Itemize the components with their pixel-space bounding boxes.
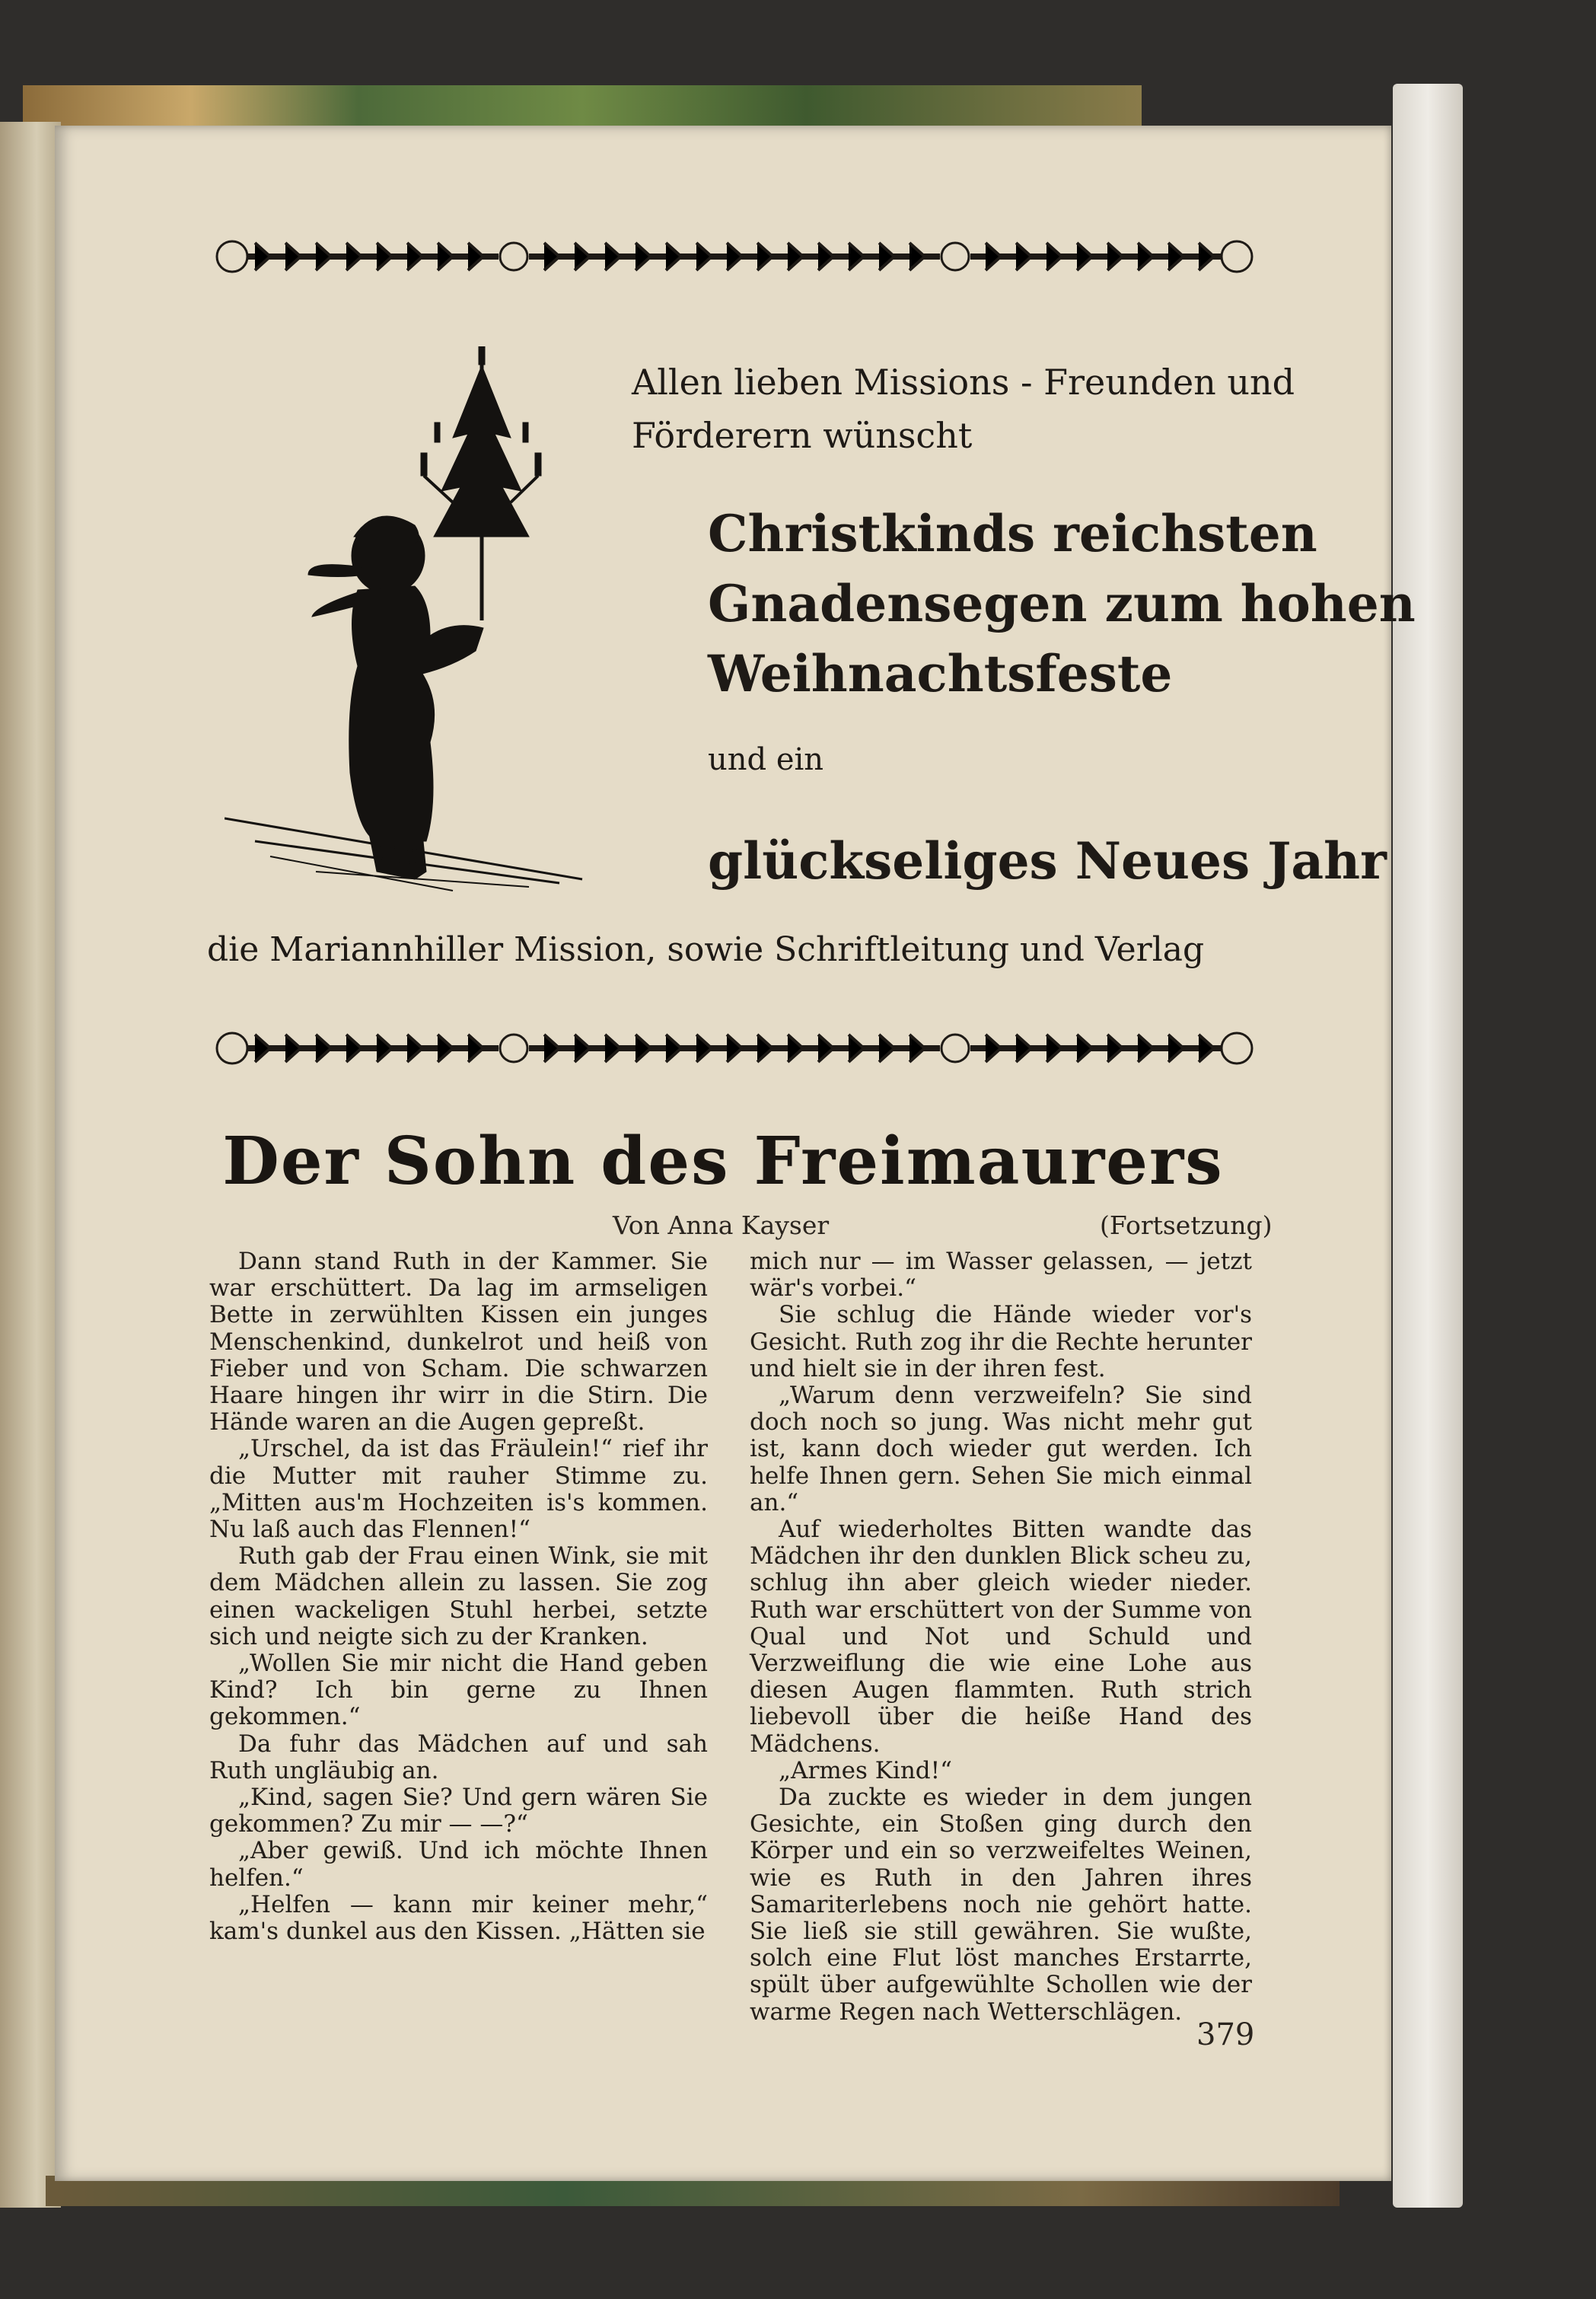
book-cover-edge: [23, 85, 1142, 131]
article-paragraph: mich nur — im Wasser gelassen, — jetzt wär's vorbei.“: [750, 1248, 1252, 1303]
article-paragraph: „Warum denn verzweifeln? Sie sind doch noch so jung. Was nicht mehr gut ist, kann doch wieder gut werden. Ich helfe Ihnen gern. Sehen Sie mich einmal an.“: [750, 1382, 1252, 1516]
article-paragraph: „Urschel, da ist das Fräulein!“ rief ihr die Mutter mit rauher Stimme zu. „Mitten aus'm Hochzeiten is's kommen. Nu laß auch das Flennen!“: [209, 1435, 708, 1544]
greeting-line-1: Allen lieben Missions - Freunden und: [632, 362, 1295, 403]
article-paragraph: Da zuckte es wieder in dem jungen Gesichte, ein Stoßen ging durch den Körper und ein so verzweifeltes Weinen, wie es Ruth in den Jahren ihres Samariterlebens noch nie gehört hatte. Sie ließ sie still gewähren. Sie wußte, solch eine Flut löst manches Erstarrte, spült über aufgewühlte Schollen wie der warme Regen nach Wetterschlägen.: [750, 1784, 1252, 2026]
greeting-headline-2: Gnadensegen zum hohen: [708, 574, 1416, 633]
article-author: Von Anna Kayser: [613, 1210, 830, 1240]
book-board-edge: [1393, 84, 1463, 2208]
article-column-left: [209, 1248, 708, 1945]
article-paragraph: „Aber gewiß. Und ich möchte Ihnen helfen.“: [209, 1837, 708, 1892]
facing-page-edge: [0, 122, 61, 2208]
article-paragraph: Ruth gab der Frau einen Wink, sie mit dem Mädchen allein zu lassen. Sie zog einen wackeligen Stuhl herbei, setzte sich und neigte sich zu der Kranken.: [209, 1542, 708, 1650]
article-column-right: [750, 1248, 1252, 2026]
fir-garland-ornament-top: [209, 232, 1260, 281]
fir-garland-ornament-bottom: [209, 1024, 1260, 1073]
child-with-christmas-tree-silhouette: [225, 346, 594, 902]
greeting-headline-3: Weihnachtsfeste: [708, 644, 1173, 703]
greeting-new-year: glückseliges Neues Jahr: [708, 831, 1387, 891]
greeting-connector: und ein: [708, 742, 824, 777]
page-number: 379: [1196, 2017, 1255, 2052]
greeting-line-2: Förderern wünscht: [632, 415, 973, 456]
article-title: Der Sohn des Freimaurers: [222, 1123, 1224, 1200]
article-paragraph: Sie schlug die Hände wieder vor's Gesicht. Ruth zog ihr die Rechte herunter und hielt sie in der ihren fest.: [750, 1301, 1252, 1382]
article-paragraph: Dann stand Ruth in der Kammer. Sie war erschüttert. Da lag im armseligen Bette in zerwühlten Kissen ein junges Menschenkind, dunkelrot und heiß von Fieber und von Scham. Die schwarzen Haare hingen ihr wirr in die Stirn. Die Hände waren an die Augen gepreßt.: [209, 1248, 708, 1436]
article-paragraph: „Kind, sagen Sie? Und gern wären Sie gekommen? Zu mir — —?“: [209, 1784, 708, 1838]
article-paragraph: Auf wiederholtes Bitten wandte das Mädchen ihr den dunklen Blick scheu zu, schlug ihn aber gleich wieder nieder. Ruth war erschüttert von der Summe von Qual und Not und Schuld und Verzweiflung die wie eine Lohe aus diesen Augen flammten. Ruth strich liebevoll über die heiße Hand des Mädchens.: [750, 1516, 1252, 1758]
article-paragraph: Da fuhr das Mädchen auf und sah Ruth ungläubig an.: [209, 1730, 708, 1784]
article-paragraph: „Armes Kind!“: [779, 1756, 952, 1784]
article-paragraph: „Helfen — kann mir keiner mehr,“ kam's dunkel aus den Kissen. „Hätten sie: [209, 1890, 708, 1946]
greeting-sender: die Mariannhiller Mission, sowie Schriftleitung und Verlag: [207, 930, 1205, 969]
article-paragraph: „Wollen Sie mir nicht die Hand geben Kind? Ich bin gerne zu Ihnen gekommen.“: [209, 1650, 708, 1731]
greeting-headline-1: Christkinds reichsten: [708, 504, 1317, 563]
article-continuation-note: (Fortsetzung): [1100, 1210, 1273, 1240]
